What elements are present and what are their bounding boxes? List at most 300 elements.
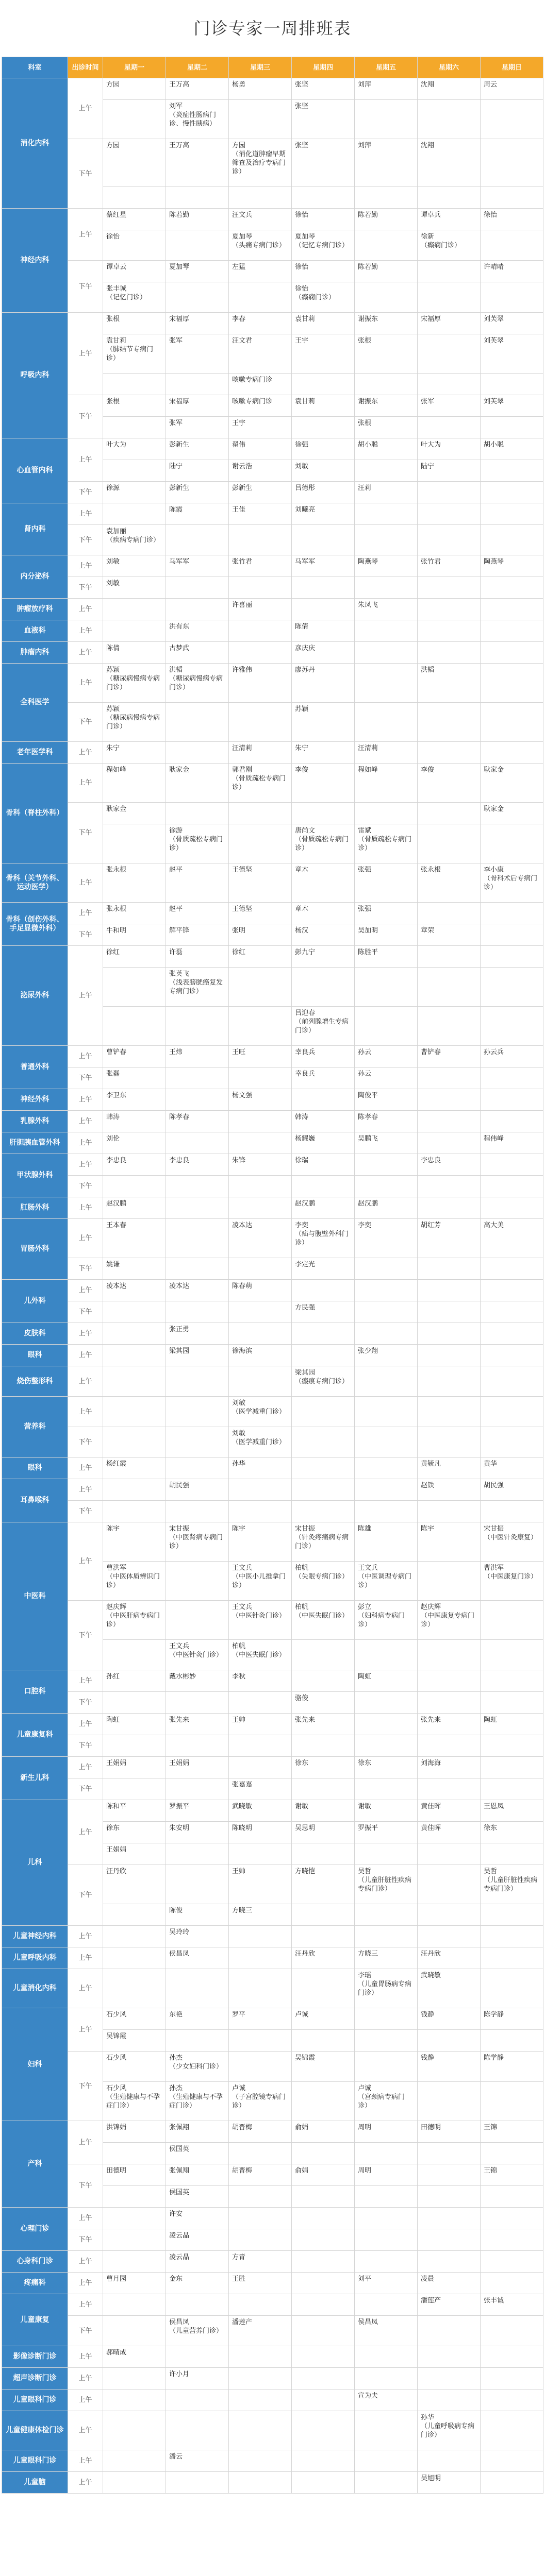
schedule-row bbox=[2, 946, 543, 968]
doctor-cell: 李忠良 bbox=[166, 1154, 229, 1176]
doctor-cell: 胡晋梅 bbox=[229, 2121, 292, 2143]
doctor-cell bbox=[418, 824, 481, 863]
doctor-cell: 洪有东 bbox=[166, 620, 229, 642]
doctor-cell bbox=[166, 1735, 229, 1757]
doctor-cell bbox=[166, 803, 229, 824]
doctor-cell bbox=[481, 1280, 543, 1301]
doctor-cell bbox=[292, 1323, 355, 1345]
doctor-cell: 陈宇 bbox=[103, 1522, 166, 1562]
schedule-row bbox=[2, 1969, 543, 2008]
department-name: 肛肠外科 bbox=[2, 1197, 68, 1219]
doctor-cell bbox=[229, 1947, 292, 1969]
doctor-cell: 曹洪军 （中医体质辨识门诊） bbox=[103, 1562, 166, 1601]
doctor-cell bbox=[103, 2294, 166, 2316]
doctor-cell: 郝晴成 bbox=[103, 2346, 166, 2368]
doctor-cell: 周云 bbox=[481, 78, 543, 100]
doctor-cell bbox=[481, 2143, 543, 2164]
department-name: 影像诊断门诊 bbox=[2, 2346, 68, 2368]
doctor-cell: 吴锦霞 bbox=[292, 2052, 355, 2082]
doctor-cell: 叶大为 bbox=[418, 438, 481, 460]
time-slot: 上午 bbox=[68, 2208, 103, 2229]
doctor-cell bbox=[418, 2368, 481, 2389]
doctor-cell: 黄华 bbox=[481, 1458, 543, 1479]
doctor-cell bbox=[418, 946, 481, 968]
doctor-cell bbox=[166, 1197, 229, 1219]
doctor-cell bbox=[481, 417, 543, 438]
doctor-cell bbox=[229, 703, 292, 742]
doctor-cell: 夏加琴 bbox=[166, 261, 229, 282]
time-slot: 下午 bbox=[68, 2316, 103, 2346]
doctor-cell bbox=[103, 1778, 166, 1800]
doctor-cell bbox=[355, 1176, 418, 1197]
doctor-cell bbox=[229, 2186, 292, 2208]
department-name: 骨科（创伤外科、手足显微外科） bbox=[2, 903, 68, 946]
doctor-cell bbox=[229, 1366, 292, 1397]
doctor-cell bbox=[103, 599, 166, 620]
doctor-cell: 洪锦娟 bbox=[103, 2121, 166, 2143]
doctor-cell bbox=[292, 1345, 355, 1366]
time-slot: 上午 bbox=[68, 664, 103, 703]
doctor-cell: 张坚 bbox=[292, 78, 355, 100]
doctor-cell: 徐红 bbox=[103, 946, 166, 968]
doctor-cell bbox=[229, 620, 292, 642]
schedule-row bbox=[2, 664, 543, 703]
time-slot: 上午 bbox=[68, 903, 103, 924]
time-slot: 上午 bbox=[68, 1800, 103, 1865]
doctor-cell bbox=[418, 1670, 481, 1692]
doctor-cell bbox=[355, 1714, 418, 1735]
doctor-cell: 潘云 bbox=[166, 2450, 229, 2472]
doctor-cell bbox=[481, 1501, 543, 1522]
doctor-cell bbox=[418, 374, 481, 395]
doctor-cell: 徐怡 bbox=[292, 209, 355, 230]
doctor-cell: 戴水彬妙 bbox=[166, 1670, 229, 1692]
department-name: 口腔科 bbox=[2, 1670, 68, 1714]
doctor-cell bbox=[103, 968, 166, 1007]
department-name: 儿童呼吸内科 bbox=[2, 1947, 68, 1969]
doctor-cell bbox=[292, 1735, 355, 1757]
doctor-cell bbox=[481, 1843, 543, 1865]
doctor-cell: 刘敏 bbox=[292, 460, 355, 482]
doctor-cell bbox=[481, 577, 543, 599]
doctor-cell bbox=[103, 1397, 166, 1427]
doctor-cell: 朱安明 bbox=[166, 1822, 229, 1843]
doctor-cell bbox=[355, 1904, 418, 1926]
schedule-row bbox=[2, 863, 543, 903]
doctor-cell: 侯昌凤 bbox=[166, 1947, 229, 1969]
doctor-cell: 李秋 bbox=[229, 1670, 292, 1692]
doctor-cell bbox=[103, 2229, 166, 2251]
doctor-cell bbox=[229, 1692, 292, 1714]
time-slot: 上午 bbox=[68, 863, 103, 903]
doctor-cell: 刘伦 bbox=[103, 1132, 166, 1154]
doctor-cell bbox=[355, 620, 418, 642]
department-name: 呼吸内科 bbox=[2, 313, 68, 438]
schedule-row bbox=[2, 1714, 543, 1735]
doctor-cell bbox=[103, 620, 166, 642]
time-slot: 上午 bbox=[68, 1714, 103, 1735]
doctor-cell bbox=[103, 2143, 166, 2164]
department-name: 骨科（脊柱外科） bbox=[2, 764, 68, 863]
schedule-row bbox=[2, 2273, 543, 2294]
doctor-cell bbox=[103, 2472, 166, 2494]
doctor-cell: 陶燕琴 bbox=[355, 555, 418, 577]
doctor-cell bbox=[481, 1111, 543, 1132]
doctor-cell: 刘军 （炎症性肠病门诊、慢性胰病） bbox=[166, 100, 229, 139]
doctor-cell: 孙杰 （生殖健康与不孕症门诊） bbox=[166, 2082, 229, 2121]
doctor-cell bbox=[481, 2472, 543, 2494]
time-slot: 上午 bbox=[68, 2472, 103, 2494]
doctor-cell: 张永根 bbox=[103, 903, 166, 924]
doctor-cell bbox=[481, 2411, 543, 2450]
doctor-cell: 徐东 bbox=[292, 1757, 355, 1778]
doctor-cell: 张军 bbox=[418, 395, 481, 417]
doctor-cell bbox=[355, 2251, 418, 2273]
doctor-cell bbox=[418, 2251, 481, 2273]
doctor-cell bbox=[481, 1735, 543, 1757]
time-slot: 上午 bbox=[68, 1670, 103, 1692]
doctor-cell: 谢云浩 bbox=[229, 460, 292, 482]
doctor-cell: 梁其园 bbox=[166, 1345, 229, 1366]
doctor-cell bbox=[418, 1197, 481, 1219]
doctor-cell: 汪莉 bbox=[355, 482, 418, 503]
time-slot: 下午 bbox=[68, 703, 103, 742]
doctor-cell: 徐游 （骨质疏松专病门诊） bbox=[166, 824, 229, 863]
doctor-cell bbox=[229, 282, 292, 313]
doctor-cell bbox=[418, 2346, 481, 2368]
doctor-cell bbox=[355, 1323, 418, 1345]
doctor-cell bbox=[103, 100, 166, 139]
doctor-cell: 徐强 bbox=[292, 438, 355, 460]
doctor-cell: 曹铲春 bbox=[418, 1046, 481, 1067]
department-name: 儿童康复科 bbox=[2, 1714, 68, 1757]
time-slot: 上午 bbox=[68, 1366, 103, 1397]
doctor-cell: 孙华 （儿童呼吸病专病门诊） bbox=[418, 2411, 481, 2450]
doctor-cell: 陆宁 bbox=[166, 460, 229, 482]
doctor-cell bbox=[481, 620, 543, 642]
time-slot: 上午 bbox=[68, 1757, 103, 1778]
doctor-cell: 王锦 bbox=[481, 2121, 543, 2143]
doctor-cell bbox=[355, 2294, 418, 2316]
doctor-cell bbox=[355, 2008, 418, 2030]
time-slot: 上午 bbox=[68, 313, 103, 395]
doctor-cell bbox=[355, 1258, 418, 1280]
doctor-cell bbox=[292, 1926, 355, 1947]
doctor-cell bbox=[355, 1366, 418, 1397]
doctor-cell: 罗振平 bbox=[355, 1822, 418, 1843]
schedule-row bbox=[2, 1111, 543, 1132]
schedule-row bbox=[2, 599, 543, 620]
schedule-row bbox=[2, 2052, 543, 2082]
doctor-cell: 陶俊平 bbox=[355, 1089, 418, 1111]
doctor-cell bbox=[355, 2472, 418, 2494]
doctor-cell bbox=[481, 1366, 543, 1397]
doctor-cell bbox=[166, 282, 229, 313]
doctor-cell: 陈孝春 bbox=[166, 1111, 229, 1132]
doctor-cell: 陈孝春 bbox=[355, 1111, 418, 1132]
doctor-cell: 吕德彤 bbox=[292, 482, 355, 503]
schedule-row bbox=[2, 620, 543, 642]
doctor-cell: 马军军 bbox=[166, 555, 229, 577]
doctor-cell bbox=[292, 968, 355, 1007]
doctor-cell: 宋甘振 （中医肾病专病门诊） bbox=[166, 1522, 229, 1562]
doctor-cell bbox=[103, 1301, 166, 1323]
department-name: 心血管内科 bbox=[2, 438, 68, 503]
doctor-cell bbox=[481, 2082, 543, 2121]
doctor-cell: 吴哲 （儿童肝脏性疾病专病门诊） bbox=[481, 1865, 543, 1904]
doctor-cell bbox=[355, 1280, 418, 1301]
doctor-cell: 张坚 bbox=[292, 139, 355, 187]
doctor-cell bbox=[355, 2030, 418, 2052]
doctor-cell bbox=[166, 1132, 229, 1154]
doctor-cell bbox=[166, 2411, 229, 2450]
time-slot: 下午 bbox=[68, 924, 103, 946]
doctor-cell: 高大美 bbox=[481, 1219, 543, 1258]
doctor-cell bbox=[166, 1501, 229, 1522]
doctor-cell: 罗平 bbox=[229, 2008, 292, 2030]
doctor-cell: 方青 bbox=[229, 2251, 292, 2273]
doctor-cell: 张少翔 bbox=[355, 1345, 418, 1366]
doctor-cell bbox=[481, 1926, 543, 1947]
schedule-row bbox=[2, 438, 543, 460]
doctor-cell bbox=[355, 1007, 418, 1046]
department-name: 乳腺外科 bbox=[2, 1111, 68, 1132]
doctor-cell: 咳嗽专病门诊 bbox=[229, 395, 292, 417]
doctor-cell: 李俊 bbox=[418, 764, 481, 803]
doctor-cell: 彭九宁 bbox=[292, 946, 355, 968]
doctor-cell: 韩涛 bbox=[292, 1111, 355, 1132]
department-name: 神经内科 bbox=[2, 209, 68, 313]
doctor-cell: 骆俊 bbox=[292, 1692, 355, 1714]
time-slot: 下午 bbox=[68, 2052, 103, 2121]
doctor-cell bbox=[355, 1427, 418, 1458]
doctor-cell bbox=[292, 2411, 355, 2450]
time-slot: 上午 bbox=[68, 1111, 103, 1132]
schedule-row bbox=[2, 2411, 543, 2450]
schedule-row bbox=[2, 2472, 543, 2494]
doctor-cell bbox=[481, 2030, 543, 2052]
time-slot: 上午 bbox=[68, 1046, 103, 1067]
doctor-cell: 王娟娟 bbox=[103, 1843, 166, 1865]
doctor-cell bbox=[292, 2208, 355, 2229]
doctor-cell bbox=[103, 1366, 166, 1397]
time-slot: 上午 bbox=[68, 78, 103, 139]
time-slot: 上午 bbox=[68, 1323, 103, 1345]
doctor-cell bbox=[418, 2316, 481, 2346]
doctor-cell: 许安 bbox=[166, 2208, 229, 2229]
doctor-cell bbox=[292, 2251, 355, 2273]
doctor-cell bbox=[355, 2186, 418, 2208]
doctor-cell: 王文兵 （中医针灸门诊） bbox=[229, 1601, 292, 1640]
time-slot: 上午 bbox=[68, 946, 103, 1046]
schedule-row bbox=[2, 2229, 543, 2251]
doctor-cell bbox=[418, 903, 481, 924]
doctor-cell: 张军 bbox=[166, 417, 229, 438]
doctor-cell: 黄佳晖 bbox=[418, 1822, 481, 1843]
doctor-cell bbox=[229, 525, 292, 555]
doctor-cell: 许喜丽 bbox=[229, 599, 292, 620]
doctor-cell: 廖苏丹 bbox=[292, 664, 355, 703]
doctor-cell: 刘平 bbox=[355, 2273, 418, 2294]
doctor-cell bbox=[355, 503, 418, 525]
doctor-cell: 朱宁 bbox=[292, 742, 355, 764]
doctor-cell bbox=[418, 1904, 481, 1926]
doctor-cell: 王锦 bbox=[481, 2164, 543, 2186]
doctor-cell: 胡小聪 bbox=[481, 438, 543, 460]
doctor-cell bbox=[418, 1778, 481, 1800]
doctor-cell: 陈雄 bbox=[355, 1522, 418, 1562]
time-slot: 上午 bbox=[68, 1219, 103, 1258]
doctor-cell: 吴玲玲 bbox=[166, 1926, 229, 1947]
doctor-cell: 彦庆庆 bbox=[292, 642, 355, 664]
time-slot: 上午 bbox=[68, 2346, 103, 2368]
doctor-cell: 李定光 bbox=[292, 1258, 355, 1280]
department-name: 中医科 bbox=[2, 1522, 68, 1670]
doctor-cell bbox=[481, 1427, 543, 1458]
schedule-row bbox=[2, 395, 543, 417]
doctor-cell: 武晓敏 bbox=[418, 1969, 481, 2008]
time-slot: 上午 bbox=[68, 2411, 103, 2450]
doctor-cell: 曹月园 bbox=[103, 2273, 166, 2294]
department-name: 心身科门诊 bbox=[2, 2251, 68, 2273]
doctor-cell: 王佳 bbox=[229, 503, 292, 525]
doctor-cell bbox=[292, 1397, 355, 1427]
doctor-cell: 方晓三 bbox=[355, 1947, 418, 1969]
doctor-cell bbox=[103, 374, 166, 395]
time-slot: 上午 bbox=[68, 2251, 103, 2273]
schedule-row bbox=[2, 2316, 543, 2346]
doctor-cell: 黄佳晖 bbox=[418, 1800, 481, 1822]
doctor-cell: 徐怡 bbox=[292, 261, 355, 282]
doctor-cell bbox=[481, 1969, 543, 2008]
doctor-cell: 朱锋 bbox=[229, 1154, 292, 1176]
doctor-cell bbox=[481, 525, 543, 555]
department-name: 儿童眼科门诊 bbox=[2, 2389, 68, 2411]
doctor-cell bbox=[355, 1154, 418, 1176]
time-slot: 下午 bbox=[68, 1427, 103, 1458]
doctor-cell bbox=[229, 100, 292, 139]
doctor-cell bbox=[481, 1640, 543, 1670]
doctor-cell bbox=[481, 1323, 543, 1345]
doctor-cell bbox=[166, 1562, 229, 1601]
doctor-cell bbox=[103, 1427, 166, 1458]
doctor-cell: 解平锋 bbox=[166, 924, 229, 946]
department-name: 内分泌科 bbox=[2, 555, 68, 599]
schedule-row bbox=[2, 2294, 543, 2316]
doctor-cell bbox=[292, 2030, 355, 2052]
doctor-cell: 王万高 bbox=[166, 139, 229, 187]
doctor-cell: 张军 bbox=[166, 334, 229, 374]
department-name: 皮肤科 bbox=[2, 1323, 68, 1345]
schedule-row bbox=[2, 1154, 543, 1176]
doctor-cell: 曹洪军 （中医康复门诊） bbox=[481, 1562, 543, 1601]
doctor-cell: 夏加琴 （头痛专病门诊） bbox=[229, 230, 292, 261]
doctor-cell bbox=[103, 1735, 166, 1757]
schedule-row bbox=[2, 1397, 543, 1427]
doctor-cell bbox=[355, 374, 418, 395]
doctor-cell: 苏颖 （糖尿病慢病专病门诊） bbox=[103, 664, 166, 703]
doctor-cell bbox=[166, 599, 229, 620]
doctor-cell: 彭新生 bbox=[166, 482, 229, 503]
doctor-cell bbox=[355, 1640, 418, 1670]
doctor-cell: 王本春 bbox=[103, 1219, 166, 1258]
doctor-cell: 东艳 bbox=[166, 2008, 229, 2030]
doctor-cell: 方晓三 bbox=[229, 1904, 292, 1926]
doctor-cell bbox=[103, 2316, 166, 2346]
doctor-cell: 牛和明 bbox=[103, 924, 166, 946]
schedule-row bbox=[2, 313, 543, 334]
doctor-cell: 汪清莉 bbox=[355, 742, 418, 764]
doctor-cell bbox=[355, 2346, 418, 2368]
time-slot: 上午 bbox=[68, 2008, 103, 2052]
doctor-cell bbox=[418, 1427, 481, 1458]
doctor-cell: 张根 bbox=[355, 334, 418, 374]
doctor-cell: 凌本达 bbox=[103, 1280, 166, 1301]
doctor-cell: 陶虹 bbox=[103, 1714, 166, 1735]
doctor-cell: 方民强 bbox=[292, 1301, 355, 1323]
doctor-cell bbox=[418, 1111, 481, 1132]
doctor-cell bbox=[103, 460, 166, 482]
doctor-cell bbox=[481, 460, 543, 482]
schedule-row bbox=[2, 2164, 543, 2186]
doctor-cell: 许小月 bbox=[166, 2368, 229, 2389]
doctor-cell: 宋福厚 bbox=[166, 313, 229, 334]
doctor-cell: 胡民强 bbox=[166, 1479, 229, 1501]
time-slot: 上午 bbox=[68, 2273, 103, 2294]
doctor-cell: 程如峰 bbox=[355, 764, 418, 803]
doctor-cell: 宋甘振 （中医针灸康复） bbox=[481, 1522, 543, 1562]
schedule-row bbox=[2, 1132, 543, 1154]
doctor-cell: 耿家金 bbox=[166, 764, 229, 803]
doctor-cell: 苏颖 （糖尿病慢病专病门诊） bbox=[103, 703, 166, 742]
doctor-cell: 谭卓兵 bbox=[418, 209, 481, 230]
doctor-cell bbox=[292, 1778, 355, 1800]
doctor-cell bbox=[418, 525, 481, 555]
doctor-cell bbox=[418, 1323, 481, 1345]
doctor-cell bbox=[103, 824, 166, 863]
doctor-cell: 张先来 bbox=[418, 1714, 481, 1735]
doctor-cell bbox=[103, 2411, 166, 2450]
schedule-row bbox=[2, 1670, 543, 1692]
doctor-cell bbox=[418, 1926, 481, 1947]
doctor-cell: 卢诚 （子宫腔镜专病门诊） bbox=[229, 2082, 292, 2121]
doctor-cell bbox=[418, 968, 481, 1007]
time-slot: 下午 bbox=[68, 261, 103, 313]
doctor-cell bbox=[481, 1601, 543, 1640]
time-slot: 下午 bbox=[68, 525, 103, 555]
doctor-cell bbox=[292, 2229, 355, 2251]
time-slot: 上午 bbox=[68, 2368, 103, 2389]
doctor-cell: 杨耀巍 bbox=[292, 1132, 355, 1154]
schedule-row bbox=[2, 1301, 543, 1323]
doctor-cell bbox=[418, 2164, 481, 2186]
doctor-cell bbox=[229, 1479, 292, 1501]
schedule-row bbox=[2, 482, 543, 503]
doctor-cell bbox=[418, 1301, 481, 1323]
department-name: 肿瘤放疗科 bbox=[2, 599, 68, 620]
department-name: 血液科 bbox=[2, 620, 68, 642]
doctor-cell bbox=[481, 2273, 543, 2294]
doctor-cell: 孙云 bbox=[355, 1046, 418, 1067]
doctor-cell: 陈若勤 bbox=[355, 209, 418, 230]
doctor-cell bbox=[418, 1280, 481, 1301]
doctor-cell bbox=[481, 968, 543, 1007]
doctor-cell: 王德坚 bbox=[229, 903, 292, 924]
doctor-cell bbox=[481, 1904, 543, 1926]
doctor-cell: 刘芙翠 bbox=[481, 313, 543, 334]
doctor-cell bbox=[481, 2450, 543, 2472]
doctor-cell: 汪丹欣 bbox=[292, 1947, 355, 1969]
